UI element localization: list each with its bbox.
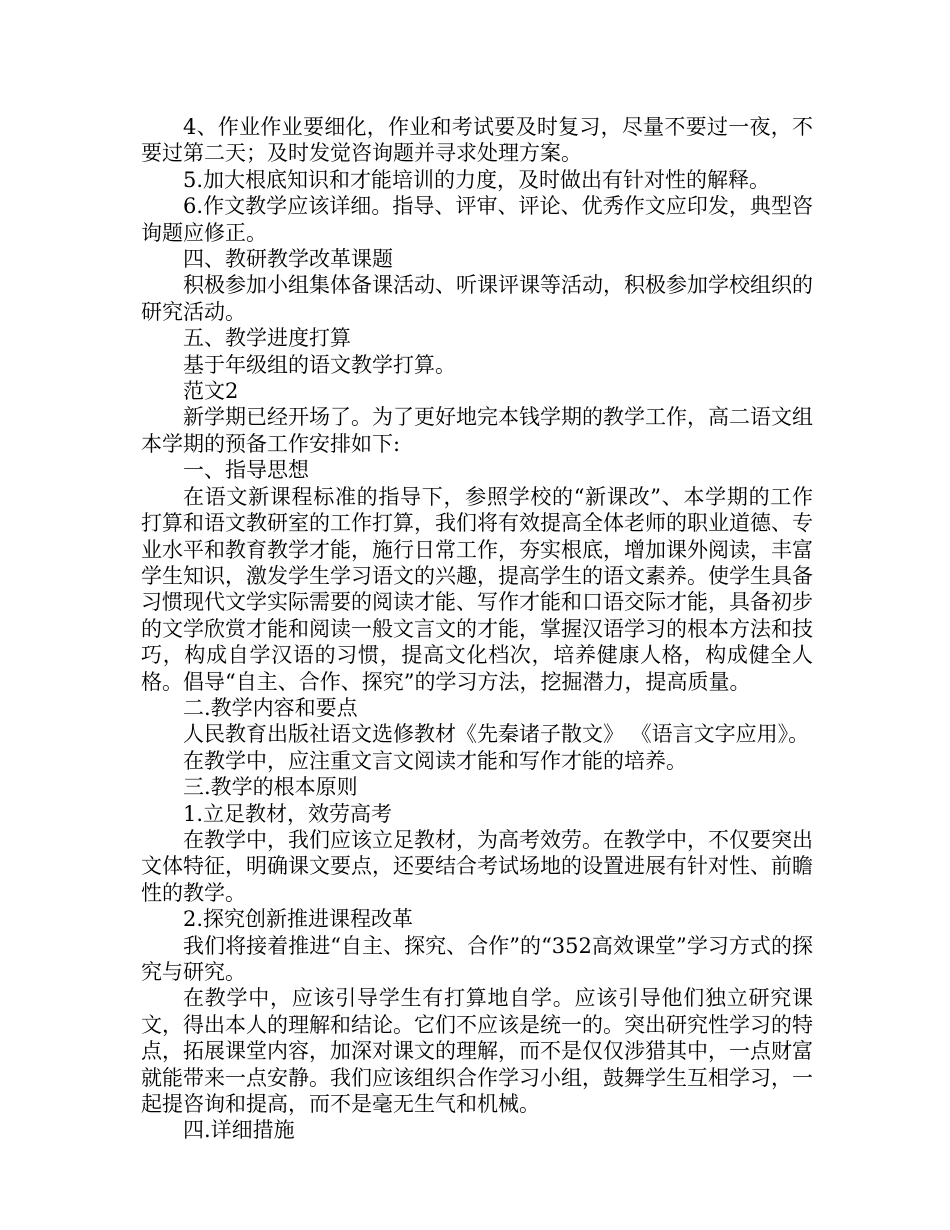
paragraph: 人民教育出版社语文选修教材《先秦诸子散文》 《语言文字应用》。 [183,722,810,747]
section-heading: 三.教学的根本原则 [183,775,358,800]
section-heading: 二.教学内容和要点 [183,695,358,720]
subsection-heading: 2.探究创新推进课程改革 [183,907,414,932]
section-heading: 五、教学进度打算 [183,326,351,351]
paragraph: 在教学中，应注重文言文阅读才能和写作才能的培养。 [183,748,687,773]
paragraph: 在教学中，我们应该立足教材，为高考效劳。在教学中，不仅要突出文体特征，明确课文要点，还要结合考试场地的设置进展有针对性、前瞻性的教学。 [141,827,813,905]
paragraph: 新学期已经开场了。为了更好地完本钱学期的教学工作，高二语文组本学期的预备工作安排如下: [141,405,813,456]
document-body [141,114,813,1144]
paragraph: 在语文新课程标准的指导下，参照学校的“新课改”、本学期的工作打算和语文教研室的工作打算，我们将有效提高全体老师的职业道德、专业水平和教育教学才能，施行日常工作，夯实根底，增加课外阅读，丰富学生知识，激发学生学习语文的兴趣，提高学生的语文素养。使学生具备习惯现代文学实际需要的阅读才能、写作才能和口语交际才能，具备初步的文学欣赏才能和阅读一般文言文的才能，掌握汉语学习的根本方法和技巧，构成自学汉语的习惯，提高文化档次，培养健康人格，构成健全人格。倡导“自主、合作、探究”的学习方法，挖掘潜力，提高质量。 [141,484,813,694]
section-heading: 一、指导思想 [183,458,309,483]
paragraph: 积极参加小组集体备课活动、听课评课等活动，积极参加学校组织的研究活动。 [141,273,813,324]
paragraph: 5.加大根底知识和才能培训的力度，及时做出有针对性的解释。 [183,167,771,192]
paragraph: 4、作业作业要细化，作业和考试要及时复习，尽量不要过一夜，不要过第二天；及时发觉咨询题并寻求处理方案。 [141,115,813,166]
subsection-heading: 1.立足教材，效劳高考 [183,801,393,826]
paragraph: 基于年级组的语文教学打算。 [183,352,456,377]
paragraph: 在教学中，应该引导学生有打算地自学。应该引导他们独立研究课文，得出本人的理解和结论。它们不应该是统一的。突出研究性学习的特点，拓展课堂内容，加深对课文的理解，而不是仅仅涉猎其中，一点财富就能带来一点安静。我们应该组织合作学习小组，鼓舞学生互相学习，一起提咨询和提高，而不是毫无生气和机械。 [141,986,813,1117]
section-heading: 四.详细措施 [183,1118,295,1143]
paragraph: 6.作文教学应该详细。指导、评审、评论、优秀作文应印发，典型咨询题应修正。 [141,194,813,245]
sample-heading: 范文2 [183,379,239,404]
paragraph: 我们将接着推进“自主、探究、合作”的“352高效课堂”学习方式的探究与研究。 [141,933,813,984]
section-heading: 四、教研教学改革课题 [183,247,393,272]
